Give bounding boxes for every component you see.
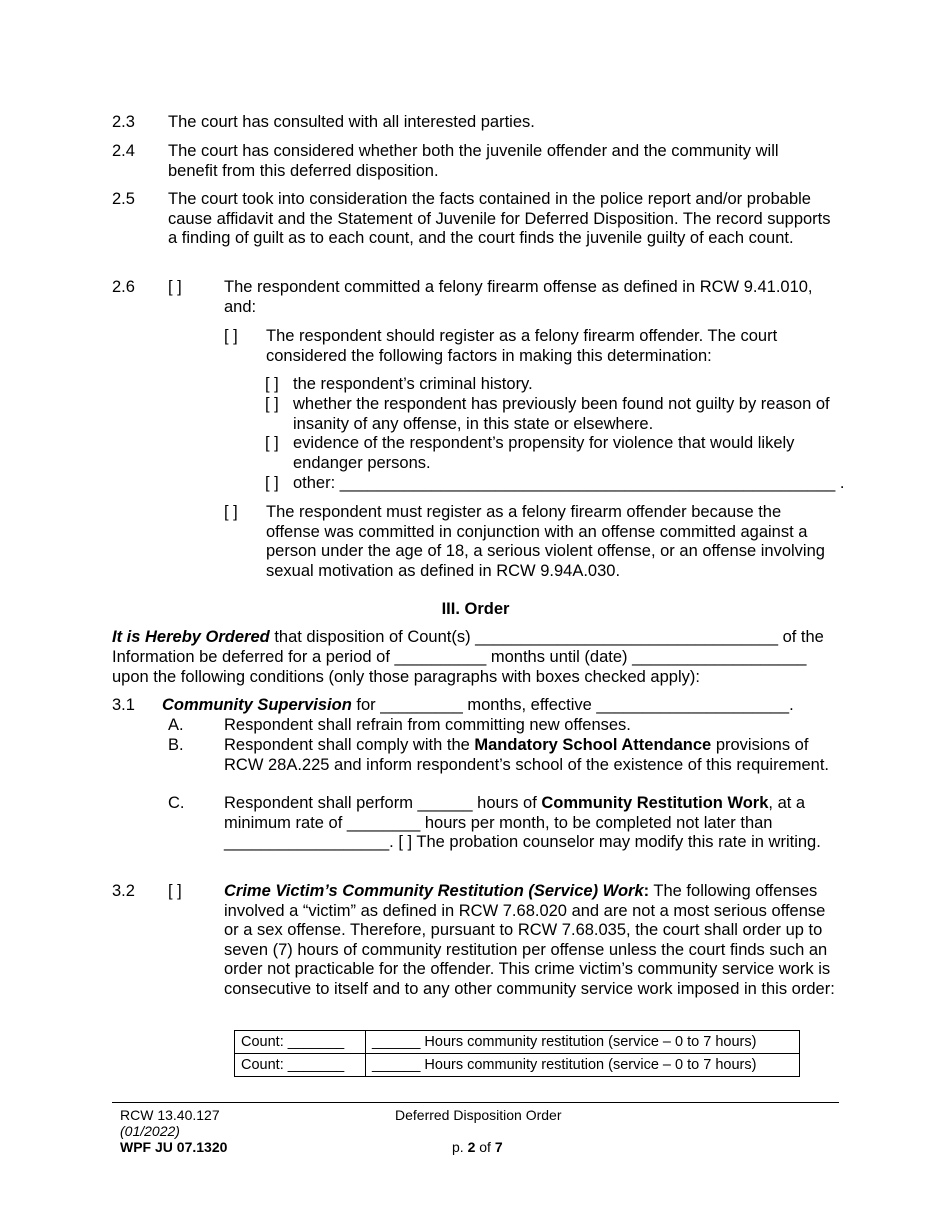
community-supervision-title: Community Supervision — [162, 696, 352, 714]
crime-victim-text — [224, 882, 840, 1000]
finding-2-3-text: The court has consulted with all interested parties. — [168, 113, 535, 131]
count-cell[interactable]: Count: _______ — [235, 1054, 366, 1077]
paragraph-number: 3.2 — [112, 882, 135, 900]
finding-2-6-text: The respondent committed a felony firearm offense as defined in RCW 9.41.010, and: — [224, 278, 813, 316]
factor-insanity: whether the respondent has previously been found not guilty by reason of insanity of any offense, in this state or elsewhere. — [293, 395, 830, 433]
hours-cell[interactable]: ______ Hours community restitution (service – 0 to 7 hours) — [366, 1054, 800, 1077]
checkbox-factor-insanity[interactable]: [ ] — [265, 395, 279, 413]
page-total: 7 — [494, 1139, 503, 1155]
hours-cell[interactable]: ______ Hours community restitution (service – 0 to 7 hours) — [366, 1031, 800, 1054]
order-intro-line1 — [112, 628, 852, 648]
crime-victim-body: The following offenses involved a “victim” as defined in RCW 7.68.020 and are not a most serious offense or a sex offense. Therefore, pursuant to RCW 7.68.035, the court shall order up to seven (7) hours of community restitution per offense unless the court finds such an order not practicable for the offender. This crime victim’s community service work is consecutive to itself and to any other community service work imposed in this order: — [224, 882, 835, 998]
checkbox-must-register[interactable]: [ ] — [224, 503, 238, 521]
paragraph-number: 2.5 — [112, 190, 135, 208]
footer-form-number: WPF JU 07.1320 — [120, 1139, 228, 1155]
condition-c-text[interactable] — [224, 794, 828, 853]
checkbox-factor-violence[interactable]: [ ] — [265, 434, 279, 452]
community-supervision-rest[interactable]: for _________ months, effective _____________________. — [351, 696, 794, 714]
factor-violence: evidence of the respondent’s propensity for violence that would likely endanger persons. — [293, 434, 795, 472]
checkbox-3-2[interactable]: [ ] — [168, 882, 182, 900]
finding-2-4-text: The court has considered whether both the juvenile offender and the community will benefit from this deferred disposition. — [168, 142, 779, 180]
checkbox-should-register[interactable]: [ ] — [224, 327, 238, 345]
item-letter: C. — [168, 794, 185, 812]
checkbox-factor-history[interactable]: [ ] — [265, 375, 279, 393]
footer-date: (01/2022) — [120, 1123, 180, 1139]
must-register-text: The respondent must register as a felony firearm offender because the offense was committed in conjunction with an offense committed against a person under the age of 18, a serious violent offense, or an offense involving sexual motivation as defined in RCW 9.94A.030. — [266, 503, 825, 580]
paragraph-number: 2.4 — [112, 142, 135, 160]
community-supervision-line[interactable] — [162, 696, 862, 716]
paragraph-number: 2.3 — [112, 113, 135, 131]
paragraph-number: 2.6 — [112, 278, 135, 296]
condition-b-text — [224, 736, 834, 775]
order-heading: III. Order — [441, 600, 510, 618]
order-intro-bold: It is Hereby Ordered — [112, 628, 270, 646]
order-intro-line3: upon the following conditions (only those paragraphs with boxes checked apply): — [112, 668, 700, 686]
crime-victim-title: Crime Victim’s Community Restitution (Service) Work — [224, 882, 644, 900]
count-cell[interactable]: Count: _______ — [235, 1031, 366, 1054]
table-row — [235, 1054, 800, 1077]
finding-2-5-text: The court took into consideration the facts contained in the police report and/or probable cause affidavit and the Statement of Juvenile for Deferred Disposition. The record supports a finding of guilt as to each count, and the court finds the juvenile guilty of each count. — [168, 190, 831, 248]
footer-page-number — [452, 1139, 503, 1155]
page-prefix: p. — [452, 1139, 468, 1155]
footer-rcw: RCW 13.40.127 — [120, 1107, 220, 1123]
page-current: 2 — [467, 1139, 476, 1155]
factor-other[interactable]: other: ______________________________________________________ . — [293, 474, 845, 492]
item-letter: B. — [168, 736, 184, 754]
table-row — [235, 1031, 800, 1054]
condition-b-post: provisions of RCW 28A.225 and inform respondent’s school of the existence of this requirement. — [224, 736, 830, 774]
paragraph-number: 3.1 — [112, 696, 135, 714]
order-intro-line2[interactable]: Information be deferred for a period of __________ months until (date) ___________________ — [112, 648, 807, 666]
should-register-text: The respondent should register as a felony firearm offender. The court considered the following factors in making this determination: — [266, 327, 778, 365]
condition-a-text: Respondent shall refrain from committing new offenses. — [224, 716, 631, 734]
condition-c-pre: Respondent shall perform ______ hours of — [224, 794, 542, 812]
checkbox-factor-other[interactable]: [ ] — [265, 474, 279, 492]
footer-divider — [112, 1102, 839, 1103]
condition-c-post: , at a minimum rate of ________ hours per month, to be completed not later than __________________. [ ] The probation counselor may modify this rate in writing. — [224, 794, 821, 852]
page-of: of — [475, 1139, 495, 1155]
checkbox-2-6[interactable]: [ ] — [168, 278, 182, 296]
crime-victim-colon: : — [643, 882, 650, 900]
condition-b-pre: Respondent shall comply with the — [224, 736, 475, 754]
mandatory-school-attendance: Mandatory School Attendance — [474, 736, 712, 754]
community-restitution-work: Community Restitution Work — [541, 794, 769, 812]
restitution-table — [234, 1030, 800, 1077]
footer-title: Deferred Disposition Order — [395, 1107, 562, 1123]
factor-criminal-history: the respondent’s criminal history. — [293, 375, 533, 393]
item-letter: A. — [168, 716, 184, 734]
order-intro-text[interactable]: that disposition of Count(s) _________________________________ of the — [269, 628, 824, 646]
